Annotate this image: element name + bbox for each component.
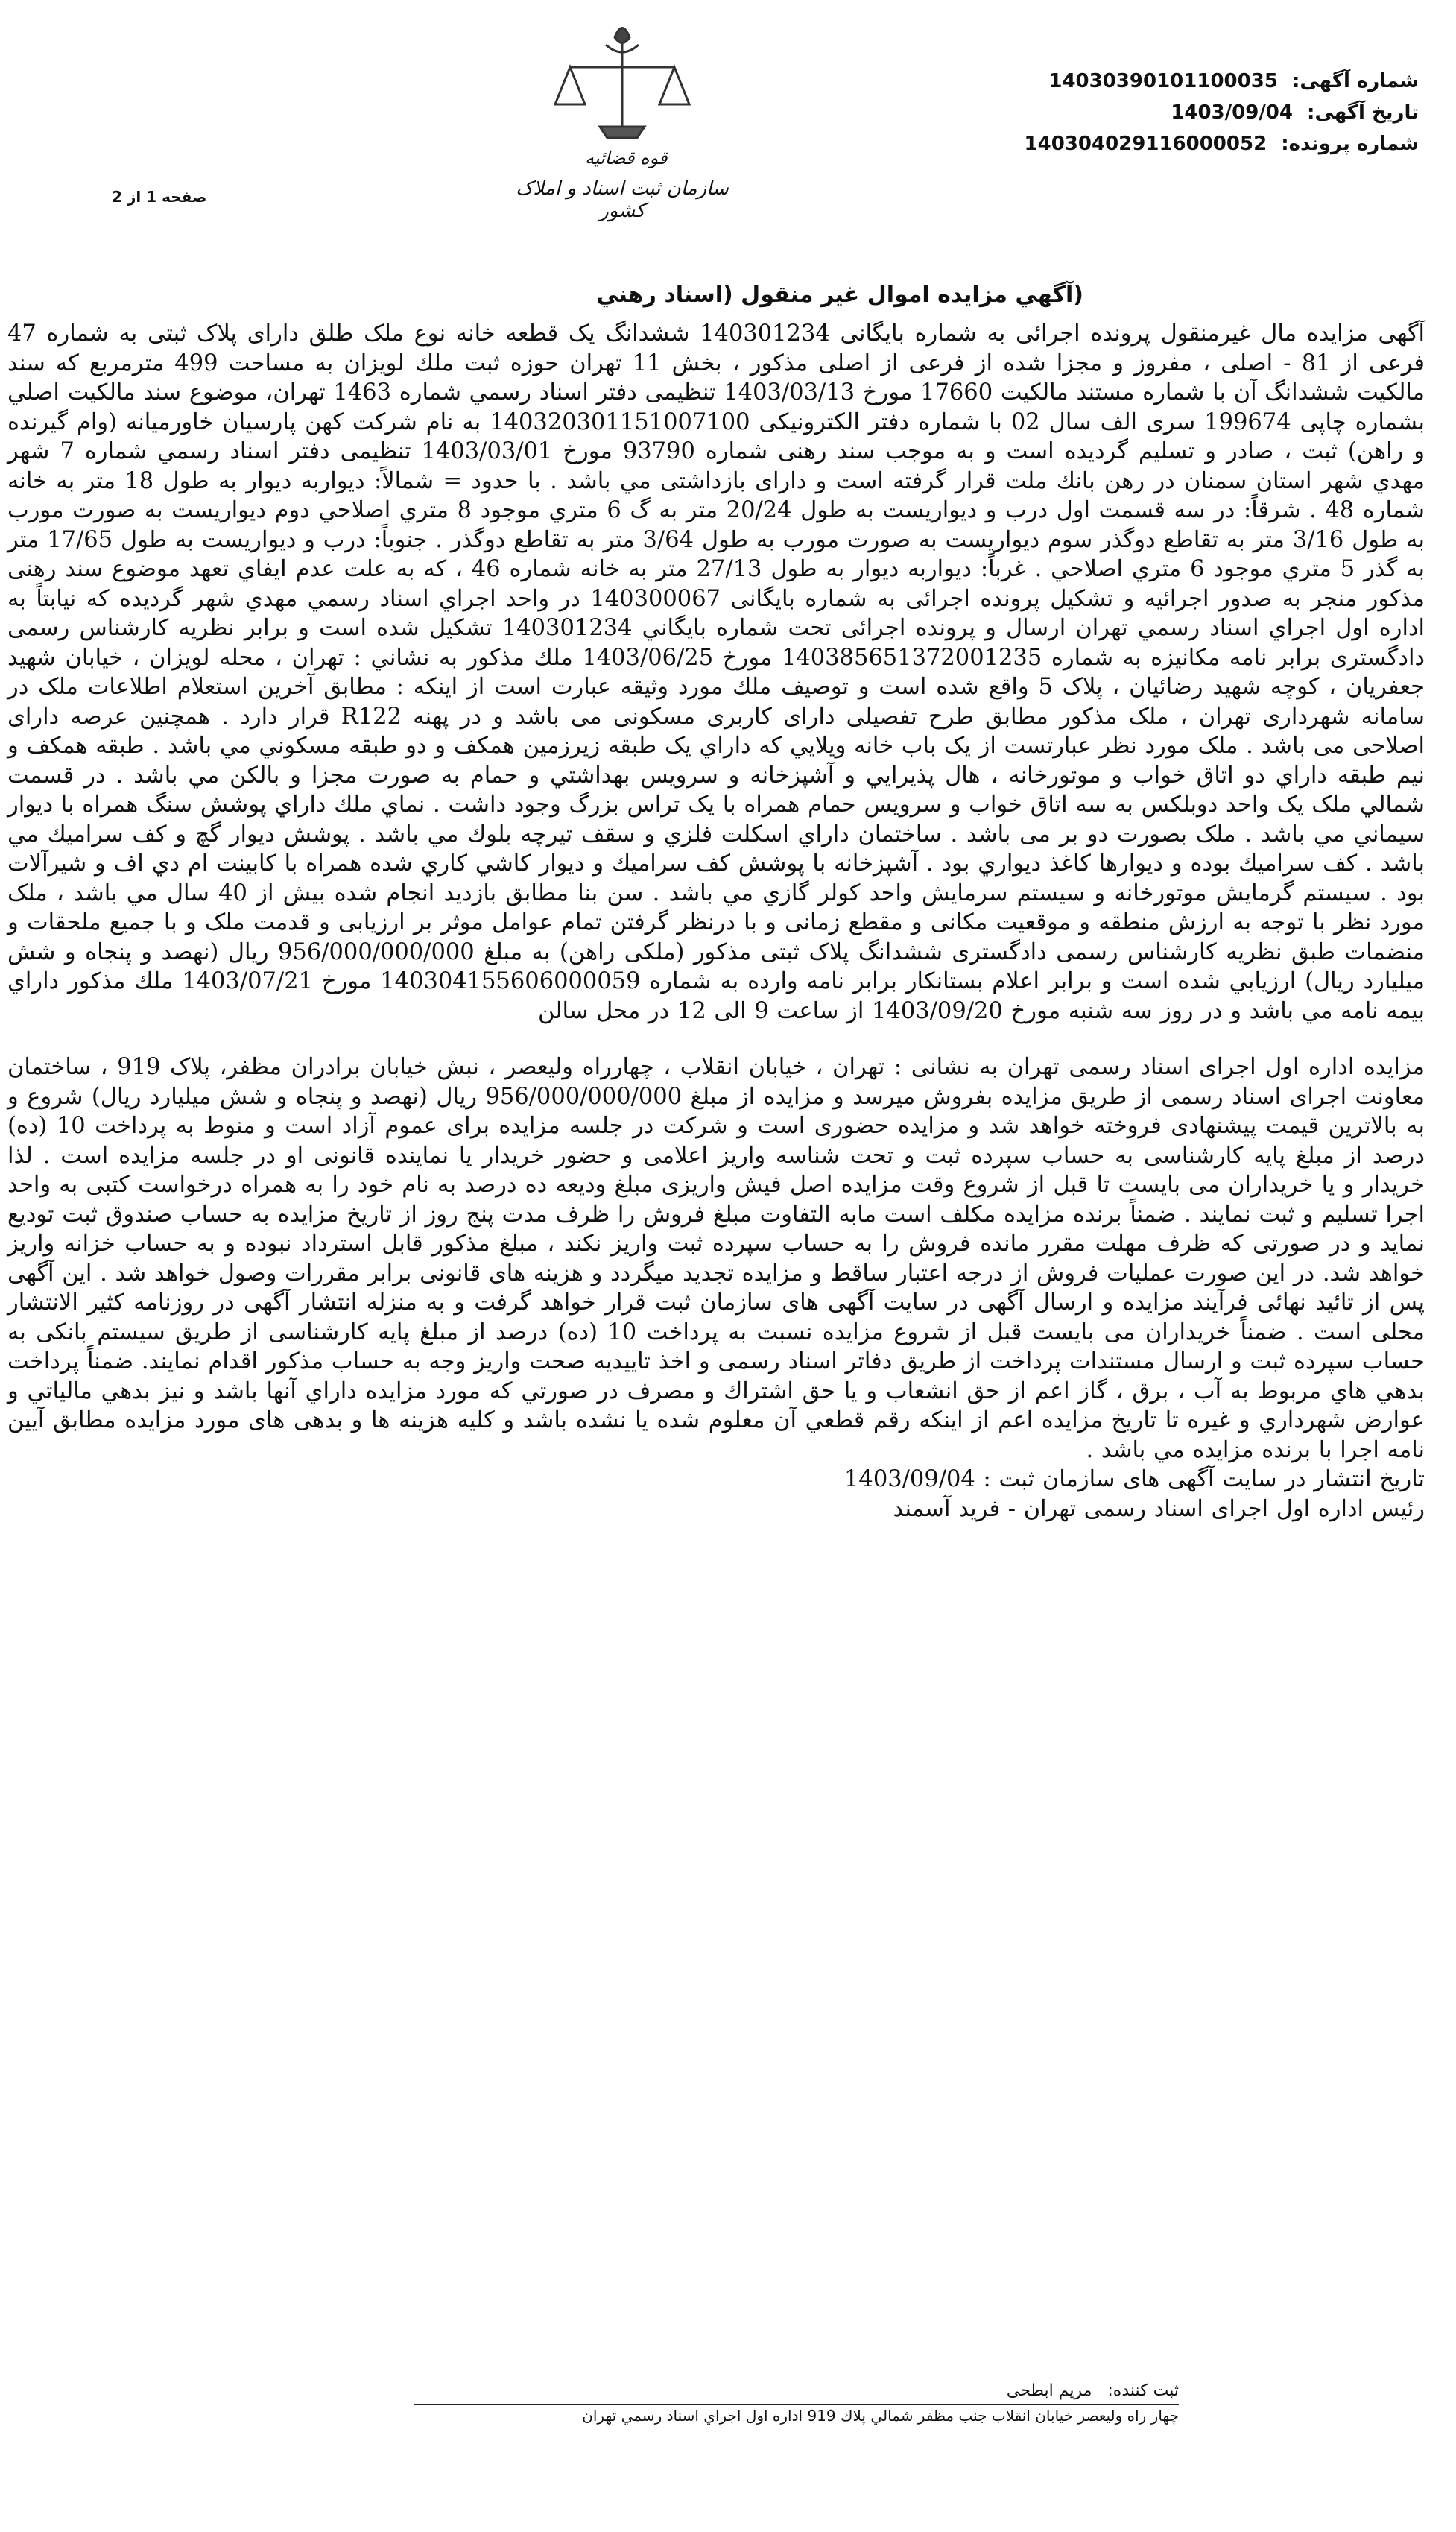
footer-address: چهار راه وليعصر خيابان انقلاب جنب مظفر شمالي پلاك 919 اداره اول اجراي اسناد رسمي تهران — [582, 2407, 1179, 2425]
signature-line: رئیس اداره اول اجرای اسناد رسمی تهران - فرید آسمند — [893, 1495, 1425, 1522]
ad-meta-block — [1001, 66, 1419, 160]
body-paragraph-1: آگهی مزایده مال غیرمنقول پرونده اجرائی به شماره بایگانی 140301234 ششدانگ یک قطعه خانه نوع ملک طلق دارای پلاک ثبتی به شماره 47 فرعی از 81 - اصلی ، مفروز و مجزا شده از فرعی از اصلی مذکور ، بخش 11 تهران حوزه ثبت ملك لويزان به مساحت 499 مترمربع كه سند مالکیت ششدانگ آن با شماره مستند مالكيت 17660 مورخ 1403/03/13 تنظیمی دفتر اسناد رسمي شماره 1463 تهران، موضوع سند مالكيت اصلي بشماره چاپی 199674 سری الف سال 02 با شماره دفتر الكترونيكی 140320301151007100 به نام شرکت کهن پارسیان خاورمیانه (وام گیرنده و راهن) ثبت ، صادر و تسلیم گردیده است و به موجب سند رهنی شماره 93790 مورخ 1403/03/01 تنظیمی دفتر اسناد رسمي شماره 7 شهر مهدي شهر استان سمنان در رهن بانك ملت قرار گرفته است و دارای بازداشتی مي باشد . با حدود = شمالاً: دیواربه دیوار به طول 18 متر به خانه شماره 48 . شرقاً: در سه قسمت اول درب و دیواریست به طول 20/24 متر به گ 6 متري موجود 8 متري اصلاحي دوم دیواریست به صورت مورب به طول 3/16 متر به تقاطع دوگذر سوم دیواریست به صورت مورب به طول 3/64 متر به تقاطع دوگذر . جنوباً: درب و دیواریست به طول 17/65 متر به گذر 5 متري موجود 6 متري اصلاحي . غرباً: دیواربه دیوار به طول 27/13 متر به خانه شماره 46 ، كه به علت عدم ايفاي تعهد موضوع سند رهنی مذکور منجر به صدور اجرائیه و تشکیل پرونده اجرائی به شماره بایگانی 140300067 در واحد اجراي اسناد رسمي مهدي شهر گرديده كه نيابتاً به اداره اول اجراي اسناد رسمي تهران ارسال و پرونده اجرائی تحت شماره بايگاني 140301234 تشكيل شده است و برابر نظريه كارشناس رسمی دادگستری برابر نامه مکانیزه به شماره 140385651372001235 مورخ 1403/06/25 ملك مذكور به نشاني : تهران ، محله لویزان ، خیابان شهید جعفریان ، کوچه شهید رضائیان ، پلاک 5 واقع شده است و توصيف ملك مورد وثيقه عبارت است از اینکه : مطابق آخرین استعلام اطلاعات ملک در سامانه شهرداری تهران ، ملک مذکور مطابق طرح تفصیلی دارای کاربری مسکونی می باشد و در پهنه R122 قرار دارد . همچنین عرصه دارای اصلاحی می باشد . ملک مورد نظر عبارتست از یک باب خانه ویلایي كه داراي يک طبقه زیرزمین همكف و دو طبقه مسكوني مي باشد . طبقه همکف و نیم طبقه داراي دو اتاق خواب و موتورخانه ، هال پذيرايي و آشپزخانه و سرويس بهداشتي و حمام به صورت مجزا و بالكن مي باشد . در قسمت شمالي ملک یک واحد دوبلکس به سه اتاق خواب و سرویس حمام همراه با یک تراس بزرگ وجود داشت . نماي ملك داراي پوشش سنگ همراه با ديوار سيماني مي باشد . ملک بصورت دو بر می باشد . ساختمان داراي اسكلت فلزي و سقف تيرچه بلوك مي باشد . پوشش ديوار گچ و كف سراميك مي باشد . كف سراميك بوده و ديوارها كاغذ ديواري بود . آشپزخانه با پوشش كف سراميك و ديوار كاشي كاري شده همراه با كابينت ام دي اف و شيرآلات بود . سيستم گرمايش موتورخانه و سيستم سرمايش واحد كولر گازي مي باشد . سن بنا مطابق بازديد انجام شده بيش از 40 سال مي باشد ، ملک مورد نظر با توجه به ارزش منطقه و موقعیت مکانی و مقطع زمانی و با درنظر گرفتن تمام عوامل موثر بر ارزیابی و قدمت ملک و با جميع ملحقات و منضمات طبق نظريه كارشناس رسمی دادگستری ششدانگ پلاک ثبتی مذکور (ملكی راهن) به مبلغ 956/000/000/000 ريال (نهصد و پنجاه و شش ميليارد ريال) ارزيابي شده است و برابر اعلام بستانكار برابر نامه وارده به شماره 140304155606000059 مورخ 1403/07/21 ملك مذكور داراي بيمه نامه مي باشد و در روز سه شنبه مورخ 1403/09/20 از ساعت 9 الی 12 در محل سالن — [7, 321, 1425, 1024]
registrar-label: ثبت کننده: — [1107, 2381, 1179, 2400]
emblem-org-line1: قوه قضائیه — [585, 148, 668, 168]
publish-date-line: تاریخ انتشار در سایت آگهی های سازمان ثبت : 1403/09/04 — [844, 1466, 1425, 1492]
body-paragraph-2: مزایده اداره اول اجرای اسناد رسمی تهران به نشانی : تهران ، خیابان انقلاب ، چهارراه ولیعصر ، نبش خیابان برادران مظفر، پلاک 919 ، ساختمان معاونت اجرای اسناد رسمی از طريق مزايده بفروش ميرسد و مزايده از مبلغ 956/000/000/000 ريال (نهصد و پنجاه و شش ميليارد ريال) شروع و به بالاترين قيمت پيشنهادی فروخته خواهد شد و مزایده حضوری است و شرکت در جلسه مزایده برای عموم آزاد است و منوط به پرداخت 10 (ده) درصد از مبلغ پایه کارشناسی به حساب سپرده ثبت و تحت شناسه واریز اعلامی و حضور خریدار یا نماینده قانونی او در جلسه مزایده است . لذا خریدار و یا خریداران می بایست تا قبل از شروع وقت مزایده اصل فیش واریزی مبلغ ودیعه ده درصد به نام خود را به همراه درخواست کتبی به واحد اجرا تسلیم و ثبت نمایند . ضمناً برنده مزایده مکلف است مابه التفاوت مبلغ فروش را ظرف مدت پنج روز از تاریخ مزایده به حساب صندوق ثبت تودیع نماید و در صورتی که ظرف مهلت مقرر مانده فروش را به حساب سپرده ثبت واریز نکند ، مبلغ مذکور قابل استرداد نبوده و به حساب خزانه واریز خواهد شد. در این صورت عملیات فروش از درجه اعتبار ساقط و مزایده تجدید میگردد و هزینه های قانونی برابر مقررات وصول خواهد شد . این آگهی پس از تائید نهائی فرآیند مزایده و ارسال آگهی در سایت آگهی های سازمان ثبت قرار خواهد گرفت و به منزله انتشار آگهی در روزنامه کثیر الانتشار محلی است . ضمناً خريداران می بایست قبل از شروع مزايده نسبت به پرداخت 10 (ده) درصد از مبلغ پایه کارشناسی از طریق سیستم بانکی به حساب سپرده ثبت و ارسال مستندات پرداخت از طریق دفاتر اسناد رسمی و اخذ تاییدیه صحت واریز وجه به حساب مذکور اقدام نمایند. ضمناً پرداخت بدهي هاي مربوط به آب ، برق ، گاز اعم از حق انشعاب و يا حق اشتراك و مصرف در صورتي كه مورد مزايده داراي آنها باشد و نيز بدهي مالياتي و عوارض شهرداري و غيره تا تاريخ مزايده اعم از اينكه رقم قطعي آن معلوم شده يا نشده باشد و كليه هزينه ها و بدهی های مورد مزايده مطابق آيين نامه اجرا با برنده مزايده مي باشد . — [7, 1054, 1425, 1463]
ad-date-row — [1001, 97, 1419, 128]
judiciary-emblem — [510, 15, 734, 222]
ad-number-label: شماره آگهی: — [1291, 70, 1419, 92]
ad-number-row — [1001, 66, 1419, 97]
case-number-label: شماره پرونده: — [1281, 133, 1419, 155]
ad-date-label: تاریخ آگهی: — [1307, 101, 1419, 124]
scales-of-justice-icon — [540, 15, 704, 149]
registrar — [1007, 2381, 1179, 2400]
ad-number-value: 14030390101100035 — [1048, 70, 1278, 92]
emblem-org-line2: سازمان ثبت اسناد و املاک کشور — [516, 177, 729, 222]
case-number-row — [1001, 128, 1419, 160]
ad-body — [7, 319, 1425, 1524]
ad-date-value: 1403/09/04 — [1171, 101, 1293, 124]
footer-divider — [414, 2404, 1179, 2405]
ad-title: (آگهي مزايده اموال غير منقول (اسناد رهني — [596, 282, 1083, 308]
page-indicator: صفحه 1 از 2 — [112, 188, 207, 206]
registrar-name: مریم ابطحی — [1006, 2381, 1092, 2400]
case-number-value: 140304029116000052 — [1024, 133, 1267, 155]
